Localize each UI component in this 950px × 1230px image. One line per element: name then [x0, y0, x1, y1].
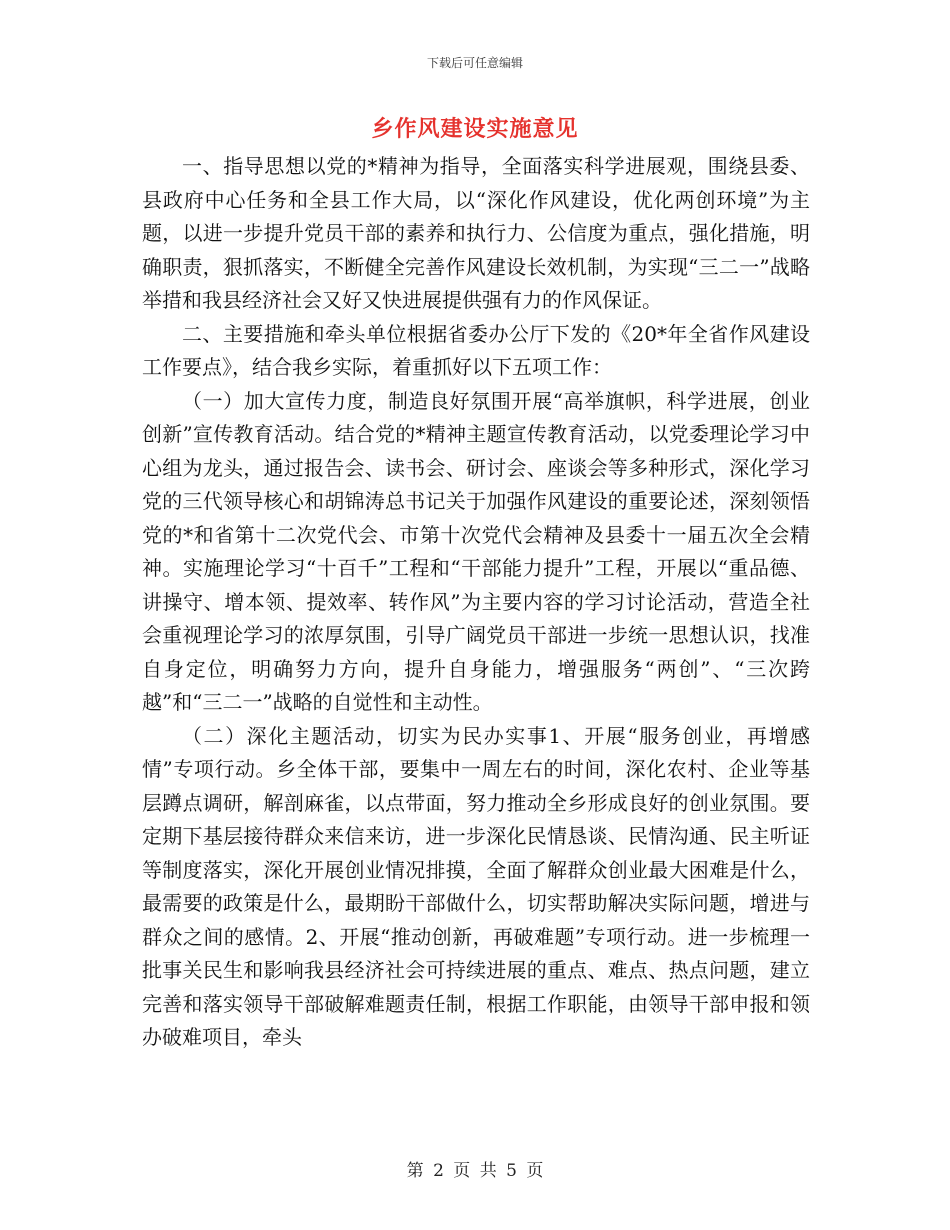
paragraph-main-measures: 二、主要措施和牵头单位根据省委办公厅下发的《20*年全省作风建设工作要点》，结合我乡实际，着重抓好以下五项工作：: [142, 321, 810, 379]
paragraph-publicity: （一）加大宣传力度，制造良好氛围开展“高举旗帜，科学进展，创业创新”宣传教育活动。结合党的*精神主题宣传教育活动，以党委理论学习中心组为龙头，通过报告会、读书会、研讨会、座谈会等多种形式，深化学习党的三代领导核心和胡锦涛总书记关于加强作风建设的重要论述，深刻领悟党的*和省第十二次党代会、市第十次党代会精神及县委十一届五次全会精神。实施理论学习“十百千”工程和“干部能力提升”工程，开展以“重品德、讲操守、增本领、提效率、转作风”为主要内容的学习讨论活动，营造全社会重视理论学习的浓厚氛围，引导广阔党员干部进一步统一思想认识，找准自身定位，明确努力方向，提升自身能力，增强服务“两创”、“三次跨越”和“三二一”战略的自觉性和主动性。: [142, 388, 810, 714]
document-title: 乡作风建设实施意见: [371, 116, 579, 142]
document-body: [142, 150, 810, 1055]
paragraph-theme-activities: （二）深化主题活动，切实为民办实事1、开展“服务创业，再增感情”专项行动。乡全体干部，要集中一周左右的时间，深化农村、企业等基层蹲点调研，解剖麻雀，以点带面，努力推动全乡形成良好的创业氛围。要定期下基层接待群众来信来访，进一步深化民情恳谈、民情沟通、民主听证等制度落实，深化开展创业情况排摸，全面了解群众创业最大困难是什么，最需要的政策是什么，最期盼干部做什么，切实帮助解决实际问题，增进与群众之间的感情。2、开展“推动创新，再破难题”专项行动。进一步梳理一批事关民生和影响我县经济社会可持续进展的重点、难点、热点问题，建立完善和落实领导干部破解难题责任制，根据工作职能，由领导干部申报和领办破难项目，牵头: [142, 723, 810, 1049]
header-note: 下载后可任意编辑: [426, 56, 523, 70]
paragraph-guiding-ideology: 一、指导思想以党的*精神为指导，全面落实科学进展观，围绕县委、县政府中心任务和全县工作大局，以“深化作风建设，优化两创环境”为主题，以进一步提升党员干部的素养和执行力、公信度为重点，强化措施，明确职责，狠抓落实，不断健全完善作风建设长效机制，为实现“三二一”战略举措和我县经济社会又好又快进展提供强有力的作风保证。: [142, 154, 810, 312]
page-number-footer: 第 2 页 共 5 页: [406, 1161, 544, 1181]
